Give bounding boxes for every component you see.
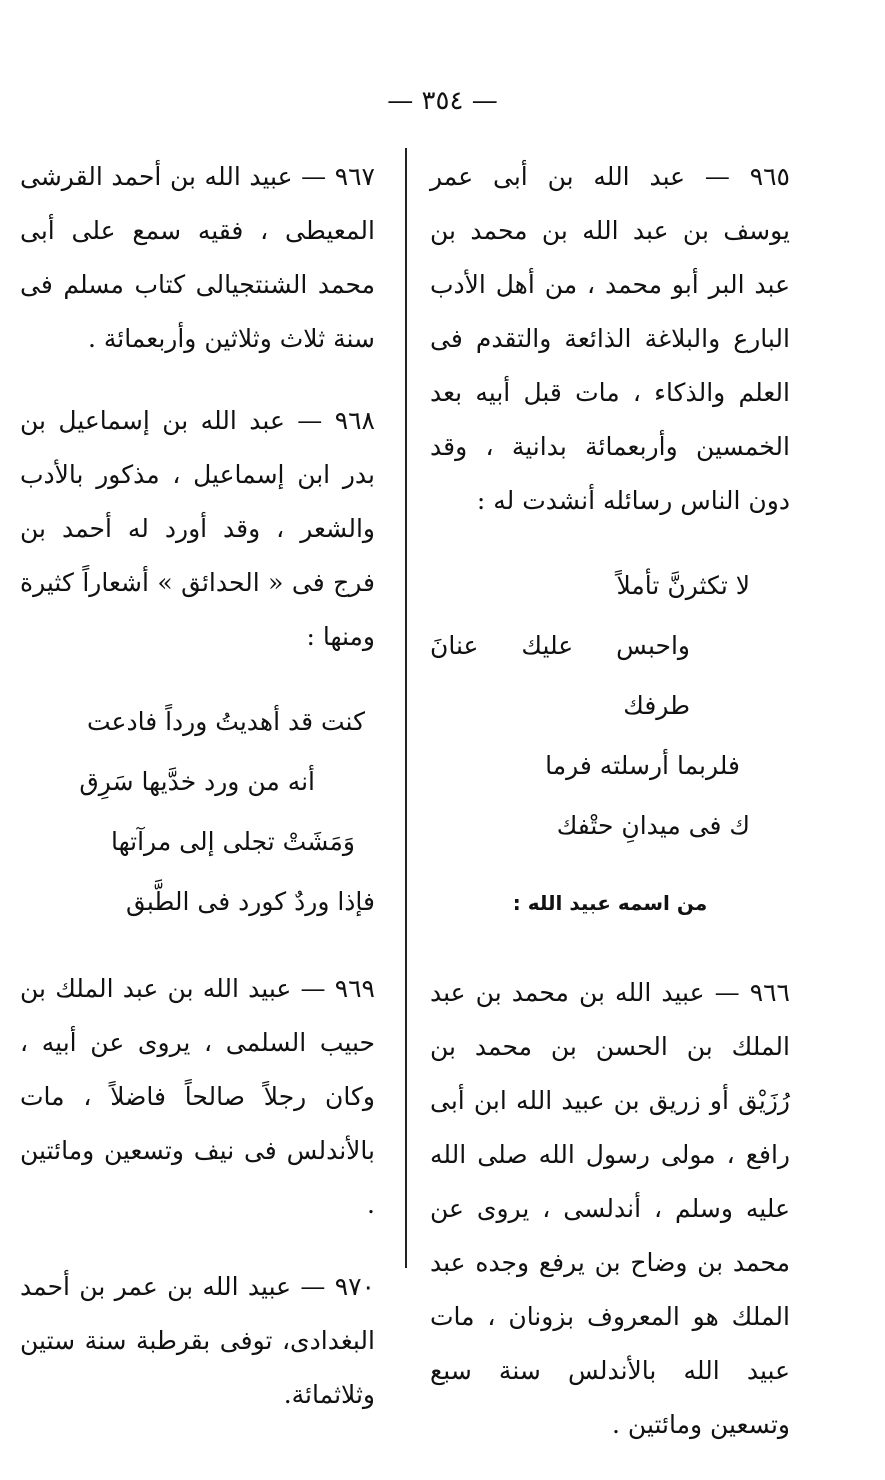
verse-line: لا تكثرنَّ تأملاً — [616, 571, 750, 600]
verse-line: فلربما أرسلته فرما — [545, 751, 740, 780]
verse-line: كنت قد أهديتُ ورداً فادعت — [86, 707, 365, 736]
entry-965: ٩٦٥ — عبد الله بن أبى عمر يوسف بن عبد الله بن محمد بن عبد البر أبو محمد ، من أهل الأدب البارع والبلاغة الذائعة والتقدم فى العلم والذكاء ، مات قبل أبيه بعد الخمسين وأربعمائة بدانية ، وقد دون الناس رسائله أنشدت له : — [430, 162, 790, 515]
column-divider — [405, 148, 407, 1268]
entry-969: ٩٦٩ — عبيد الله بن عبد الملك بن حبيب السلمى ، يروى عن أبيه ، وكان رجلاً صالحاً فاضلاً ، مات بالأندلس فى نيف وتسعين ومائتين . — [20, 974, 375, 1219]
verse-line: ك فى ميدانِ حتْفك — [556, 811, 750, 840]
right-column — [430, 150, 790, 1480]
entry-970: ٩٧٠ — عبيد الله بن عمر بن أحمد البغدادى، توفى بقرطبة سنة ستين وثلاثمائة. — [20, 1272, 375, 1409]
poem-verse — [20, 692, 375, 932]
verse-line: وَمَشَتْ تجلى إلى مرآتها — [111, 827, 355, 856]
verse-line: فإذا وردٌ كورد فى الطَّبق — [126, 887, 375, 916]
entry-967: ٩٦٧ — عبيد الله بن أحمد القرشى المعيطى ، فقيه سمع على أبى محمد الشنتجيالى كتاب مسلم فى سنة ثلاث وثلاثين وأربعمائة . — [20, 162, 375, 353]
poem-verse — [430, 556, 790, 856]
left-column — [20, 150, 375, 1450]
page-number: — ٣٥٤ — — [387, 86, 498, 116]
verse-line: واحبس عليك عنانَ طرفك — [430, 631, 690, 720]
entry-966: ٩٦٦ — عبيد الله بن محمد بن عبد الملك بن الحسن بن محمد بن رُزَيْق أو زريق بن عبيد الله ابن أبى رافع ، مولى رسول الله صلى الله عليه وسلم ، أندلسى ، يروى عن محمد بن وضاح بن يرفع وجده عبد الملك هو المعروف بزونان ، مات عبيد الله بالأندلس سنة سبع وتسعين ومائتين . — [430, 978, 790, 1439]
section-heading: من اسمه عبيد الله : — [512, 891, 708, 915]
verse-line: أنه من ورد خدَّيها سَرِق — [79, 767, 315, 796]
entry-968: ٩٦٨ — عبد الله بن إسماعيل بن بدر ابن إسماعيل ، مذكور بالأدب والشعر ، وقد أورد له أحمد بن فرج فى « الحدائق » أشعاراً كثيرة ومنها : — [20, 406, 375, 651]
